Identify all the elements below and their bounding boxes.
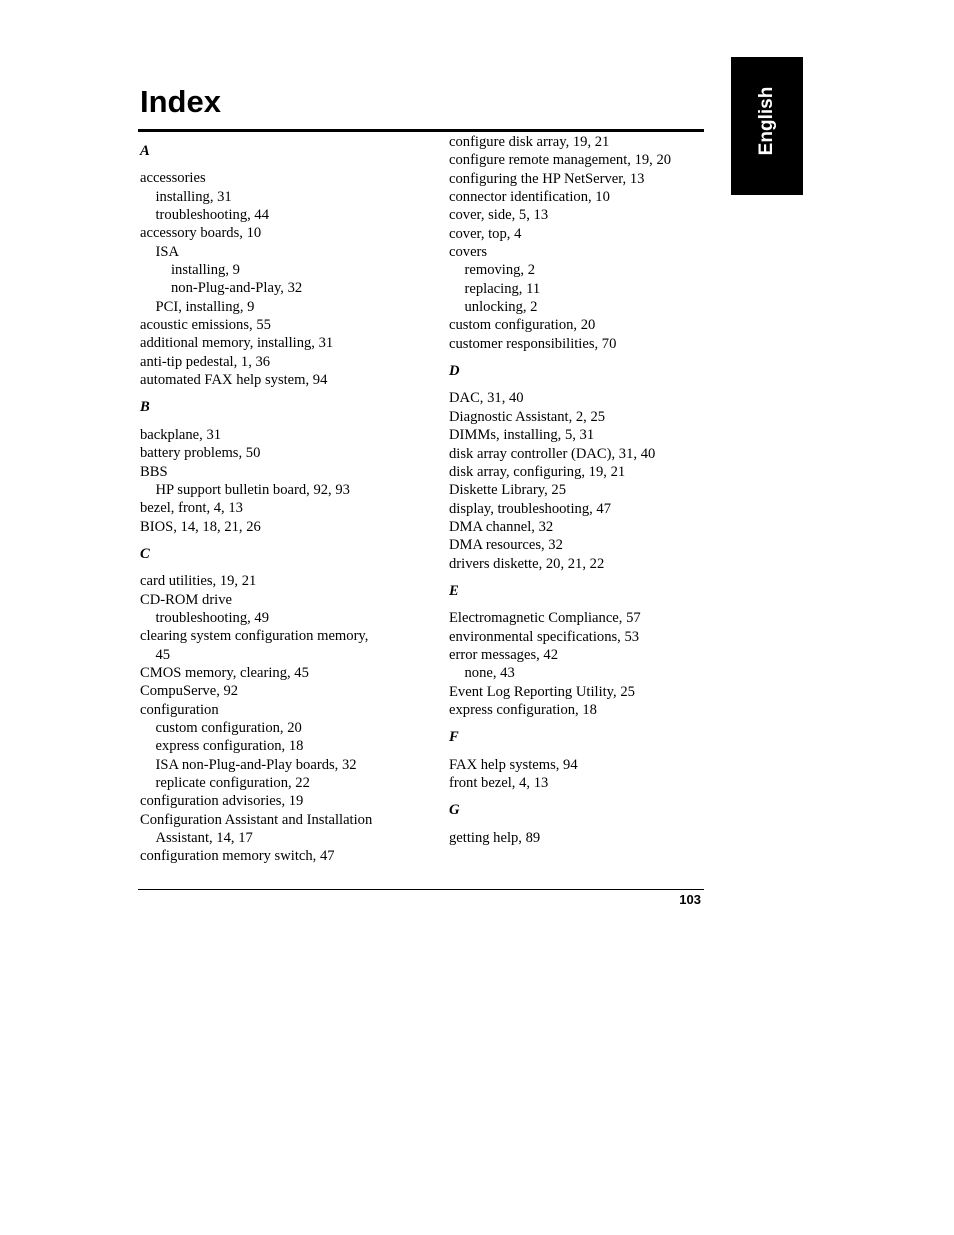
index-entry: DAC, 31, 40 (449, 390, 524, 407)
index-entry: bezel, front, 4, 13 (140, 500, 243, 517)
index-subsubentry: installing, 9 (171, 262, 240, 279)
index-section-f (449, 728, 739, 792)
section-letter: D (449, 363, 460, 380)
index-entry-continuation: Assistant, 14, 17 (155, 830, 253, 847)
index-subentry: replicate configuration, 22 (155, 775, 310, 791)
language-tab-label: English (756, 86, 777, 156)
index-entry: Diagnostic Assistant, 2, 25 (449, 408, 606, 425)
index-subentry: express configuration, 18 (155, 738, 304, 755)
footer-rule (138, 889, 704, 890)
index-subentry: ISA (155, 243, 180, 260)
index-entry: accessory boards, 10 (140, 225, 262, 242)
title-rule (138, 129, 704, 132)
index-entry: connector identification, 10 (449, 189, 610, 206)
index-subentry: ISA non-Plug-and-Play boards, 32 (155, 756, 357, 773)
index-subentry: troubleshooting, 44 (155, 207, 270, 224)
index-entry: accessories (140, 170, 206, 187)
index-subentry: unlocking, 2 (464, 299, 538, 316)
section-letter: B (140, 399, 150, 416)
index-entry: custom configuration, 20 (449, 317, 596, 334)
index-entry: cover, side, 5, 13 (449, 207, 549, 224)
index-entry: configure remote management, 19, 20 (449, 152, 672, 169)
index-entry: Configuration Assistant and Installation (140, 811, 373, 828)
index-entry: front bezel, 4, 13 (449, 775, 549, 791)
section-letter: E (449, 582, 459, 599)
index-section-g (449, 801, 739, 847)
index-entry: automated FAX help system, 94 (140, 372, 328, 389)
index-entry: card utilities, 19, 21 (140, 573, 257, 590)
index-subsubentry: non-Plug-and-Play, 32 (171, 280, 303, 297)
section-letter: C (140, 545, 150, 562)
index-subentry: none, 43 (464, 665, 515, 682)
index-entry: disk array controller (DAC), 31, 40 (449, 445, 656, 462)
index-column-right (449, 133, 739, 856)
index-entry: covers (449, 244, 488, 261)
index-entry: acoustic emissions, 55 (140, 317, 271, 334)
index-entry: configuring the HP NetServer, 13 (449, 170, 645, 187)
index-subentry: PCI, installing, 9 (155, 298, 255, 315)
index-entry: configure disk array, 19, 21 (449, 134, 610, 150)
index-entry: CMOS memory, clearing, 45 (140, 664, 309, 681)
index-entry: BIOS, 14, 18, 21, 26 (140, 518, 261, 535)
index-entry: disk array, configuring, 19, 21 (449, 463, 626, 480)
index-entry: battery problems, 50 (140, 445, 261, 462)
index-entry: drivers diskette, 20, 21, 22 (449, 555, 605, 572)
index-subentry: HP support bulletin board, 92, 93 (155, 481, 350, 498)
section-letter: G (449, 802, 460, 819)
index-section-d (449, 362, 739, 573)
index-entry: anti-tip pedestal, 1, 36 (140, 353, 271, 370)
index-column-left (140, 142, 430, 875)
index-entry-continuation: 45 (155, 646, 171, 663)
index-entry: express configuration, 18 (449, 701, 597, 718)
index-entry: configuration advisories, 19 (140, 793, 304, 810)
index-entry: BBS (140, 463, 168, 480)
index-entry: Diskette Library, 25 (449, 482, 566, 499)
index-entry: configuration (140, 701, 219, 718)
index-entry: DMA channel, 32 (449, 518, 554, 535)
index-subentry: custom configuration, 20 (155, 719, 302, 736)
index-entry: Electromagnetic Compliance, 57 (449, 610, 641, 627)
index-entry: clearing system configuration memory, (140, 628, 369, 645)
index-entry: display, troubleshooting, 47 (449, 500, 612, 517)
language-tab (731, 57, 803, 195)
index-entry: error messages, 42 (449, 646, 559, 663)
page-title: Index (140, 84, 221, 119)
index-entry: additional memory, installing, 31 (140, 335, 334, 352)
index-entry: customer responsibilities, 70 (449, 335, 617, 352)
index-entry: environmental specifications, 53 (449, 628, 640, 645)
index-entry: DMA resources, 32 (449, 537, 563, 554)
index-entry: CompuServe, 92 (140, 683, 239, 700)
index-subentry: removing, 2 (464, 262, 536, 279)
index-entry: configuration memory switch, 47 (140, 848, 335, 865)
index-subentry: troubleshooting, 49 (155, 609, 270, 626)
index-entry: backplane, 31 (140, 426, 222, 443)
index-section-e (449, 582, 739, 719)
section-letter: A (140, 143, 150, 159)
index-section-b (140, 398, 430, 535)
index-entry: getting help, 89 (449, 829, 541, 846)
index-section-a (140, 142, 430, 389)
index-entry: cover, top, 4 (449, 225, 522, 242)
index-section-c (140, 545, 430, 866)
index-entry: Event Log Reporting Utility, 25 (449, 683, 635, 700)
index-entry: CD-ROM drive (140, 591, 233, 608)
section-letter: F (449, 729, 459, 746)
index-subentry: installing, 31 (155, 188, 232, 205)
index-subentry: replacing, 11 (464, 280, 541, 297)
index-section-c-continued (449, 133, 739, 353)
index-entry: DIMMs, installing, 5, 31 (449, 427, 595, 444)
index-entry: FAX help systems, 94 (449, 756, 578, 773)
page-number: 103 (679, 892, 701, 907)
